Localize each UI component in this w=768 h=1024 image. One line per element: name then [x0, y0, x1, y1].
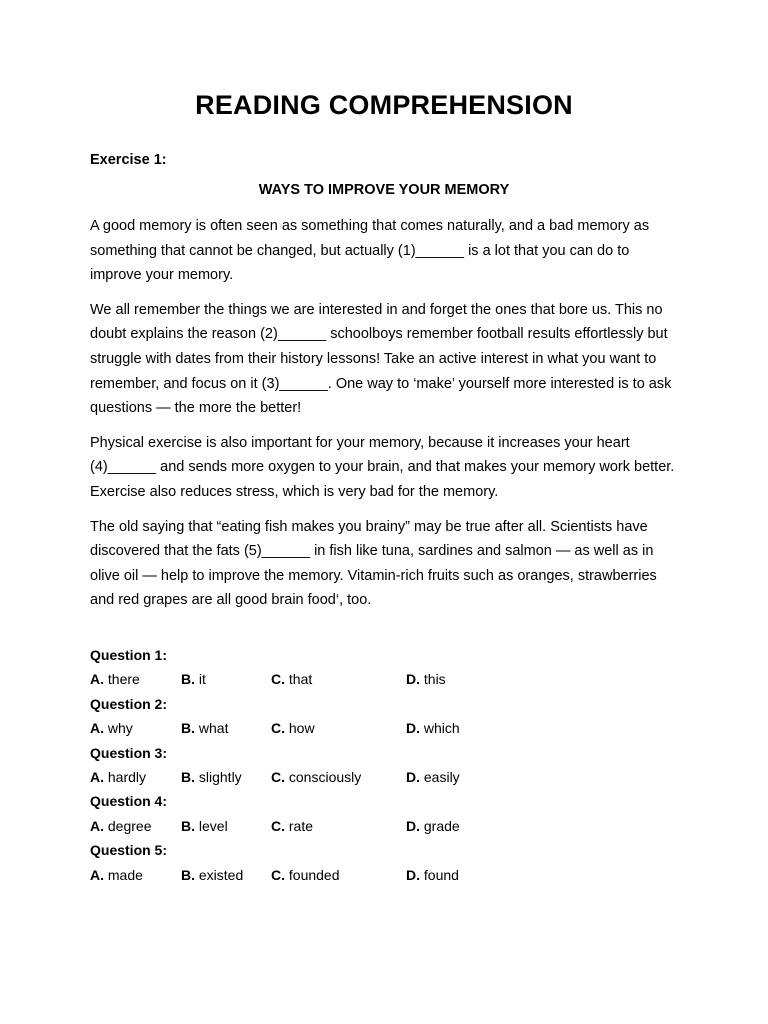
- option-text: rate: [285, 817, 314, 834]
- question-options: [90, 765, 690, 789]
- option-b: [181, 716, 228, 740]
- option-text: why: [104, 720, 133, 737]
- option-letter: C.: [271, 768, 285, 785]
- option-text: founded: [285, 866, 340, 883]
- option-letter: B.: [181, 671, 195, 688]
- option-letter: A.: [90, 866, 104, 883]
- passage-paragraph: The old saying that “eating fish makes you brainy” may be true after all. Scientists have discovered that the fats (5)______ in fish like tuna, sardines and salmon — as well as in olive oil — help to improve the memory. Vitamin-rich fruits such as oranges, strawberries and red grapes are all good brain food‘, too.: [90, 518, 657, 609]
- option-letter: A.: [90, 720, 104, 737]
- option-letter: D.: [406, 671, 420, 688]
- option-d: [406, 814, 460, 838]
- option-d: [406, 863, 459, 887]
- option-b: [181, 667, 206, 691]
- question-label: Question 4:: [90, 793, 168, 810]
- question-label: Question 5:: [90, 842, 168, 859]
- option-text: consciously: [285, 768, 362, 785]
- option-letter: D.: [406, 866, 420, 883]
- option-a: [90, 814, 151, 838]
- option-text: there: [104, 671, 140, 688]
- option-b: [181, 765, 242, 789]
- option-letter: C.: [271, 671, 285, 688]
- option-letter: D.: [406, 817, 420, 834]
- question-list: [90, 643, 690, 887]
- passage: [90, 214, 680, 623]
- question-label: Question 3:: [90, 744, 168, 761]
- option-c: [271, 765, 361, 789]
- option-letter: B.: [181, 768, 195, 785]
- option-text: this: [420, 671, 446, 688]
- option-text: degree: [104, 817, 152, 834]
- option-text: what: [195, 720, 229, 737]
- option-c: [271, 667, 312, 691]
- option-b: [181, 814, 228, 838]
- question-options: [90, 716, 690, 740]
- option-a: [90, 667, 140, 691]
- option-letter: C.: [271, 720, 285, 737]
- option-letter: B.: [181, 866, 195, 883]
- option-d: [406, 667, 446, 691]
- question-label: Question 2:: [90, 695, 168, 712]
- option-letter: A.: [90, 768, 104, 785]
- option-text: it: [195, 671, 206, 688]
- question-options: [90, 863, 690, 887]
- option-c: [271, 814, 313, 838]
- option-text: grade: [420, 817, 460, 834]
- option-text: hardly: [104, 768, 147, 785]
- option-text: found: [420, 866, 459, 883]
- option-letter: D.: [406, 720, 420, 737]
- option-letter: A.: [90, 817, 104, 834]
- question-label: Question 1:: [90, 647, 168, 663]
- option-d: [406, 765, 460, 789]
- option-letter: A.: [90, 671, 104, 688]
- option-text: existed: [195, 866, 244, 883]
- option-c: [271, 716, 315, 740]
- option-d: [406, 716, 460, 740]
- exercise-label: Exercise 1:: [90, 152, 167, 168]
- document-title: READING COMPREHENSION: [195, 90, 573, 120]
- question-options: [90, 667, 690, 691]
- option-letter: C.: [271, 866, 285, 883]
- option-c: [271, 863, 340, 887]
- option-text: which: [420, 720, 460, 737]
- option-text: that: [285, 671, 313, 688]
- option-letter: D.: [406, 768, 420, 785]
- passage-title: WAYS TO IMPROVE YOUR MEMORY: [258, 182, 510, 198]
- option-a: [90, 863, 143, 887]
- option-text: level: [195, 817, 228, 834]
- question-options: [90, 814, 690, 838]
- passage-paragraph: We all remember the things we are interested in and forget the ones that bore us. This no doubt explains the reason (2)______ schoolboys remember football results effortlessly but struggle with dates from their history lessons! Take an active interest in what you want to remember, and focus on it (3)______. One way to ‘make’ yourself more interested is to ask questions — the more the better!: [90, 301, 672, 417]
- option-a: [90, 716, 133, 740]
- option-letter: B.: [181, 720, 195, 737]
- passage-paragraph: Physical exercise is also important for your memory, because it increases your heart (4)______ and sends more oxygen to your brain, and that makes your memory work better. Exercise also reduces stress, which is very bad for the memory.: [90, 434, 675, 500]
- option-letter: C.: [271, 817, 285, 834]
- option-text: how: [285, 720, 315, 737]
- option-letter: B.: [181, 817, 195, 834]
- option-text: easily: [420, 768, 460, 785]
- option-text: slightly: [195, 768, 242, 785]
- option-text: made: [104, 866, 143, 883]
- passage-paragraph: A good memory is often seen as something that comes naturally, and a bad memory as something that cannot be changed, but actually (1)______ is a lot that you can do to improve your memory.: [90, 218, 650, 284]
- option-a: [90, 765, 146, 789]
- option-b: [181, 863, 243, 887]
